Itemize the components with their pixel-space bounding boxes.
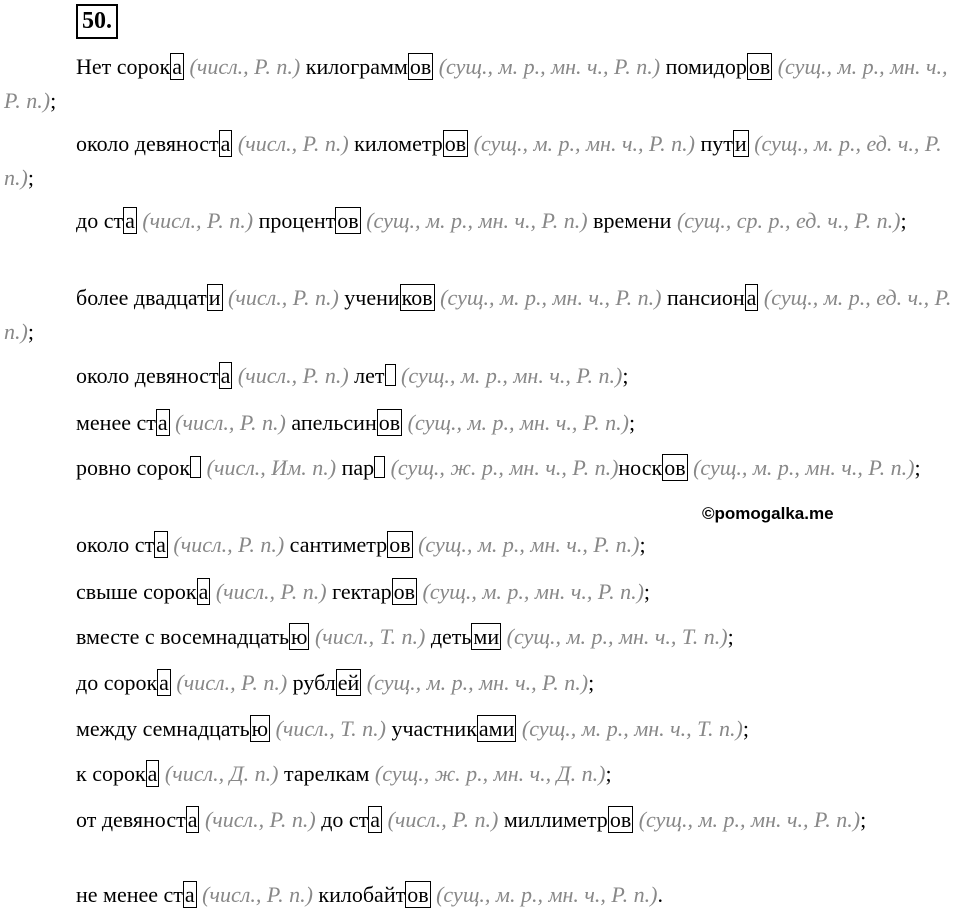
boxed-ending: ми [473, 624, 500, 649]
word-text: ; [742, 716, 749, 741]
grammar-note: (сущ., ж. р., мн. ч., Д. п.) [369, 761, 606, 786]
grammar-note: (сущ., м. р., мн. ч., Р. п.) [433, 54, 661, 79]
word-text: учени [338, 285, 400, 310]
grammar-note: (сущ., м. р., мн. ч., Т. п.) [516, 716, 743, 741]
boxed-ending: ов [378, 410, 401, 435]
word-text: к сорок [76, 761, 146, 786]
boxed-ending: ков [401, 285, 433, 310]
word-text: до ст [315, 807, 369, 832]
boxed-ending: а [156, 532, 166, 557]
entry-9 [4, 575, 958, 609]
word-text: времени [587, 208, 672, 233]
word-text: носк [618, 455, 663, 480]
grammar-note: (сущ., м. р., мн. ч., Р. п.) [430, 882, 658, 907]
boxed-ending: ю [291, 624, 308, 649]
word-text: лет [348, 363, 385, 388]
grammar-note: (числ., Р. п.) [232, 363, 349, 388]
grammar-note: (сущ., м. р., мн. ч., Р. п.) [468, 131, 696, 156]
boxed-ending: ов [389, 532, 411, 557]
grammar-note: (числ., Р. п.) [210, 579, 327, 604]
word-text: пар [336, 455, 375, 480]
grammar-note: (сущ., м. р., ед. ч., Р. п.) [4, 285, 952, 344]
boxed-ending: а [159, 670, 169, 695]
entry-2 [4, 127, 958, 195]
boxed-ending [190, 456, 201, 478]
entry-10 [4, 620, 958, 654]
grammar-note: (числ., Р. п.) [222, 285, 339, 310]
word-text: ; [860, 807, 867, 832]
boxed-ending: а [198, 579, 209, 604]
boxed-ending: а [746, 285, 757, 310]
grammar-note: (числ., Р. п.) [136, 208, 254, 233]
boxed-ending [374, 456, 385, 478]
word-text: участник [385, 716, 477, 741]
word-text: около девяност [76, 131, 219, 156]
grammar-note: (числ., Т. п.) [270, 716, 386, 741]
entry-13 [4, 757, 958, 791]
boxed-ending: ами [478, 716, 515, 741]
word-text: около ст [76, 532, 155, 557]
boxed-ending: а [187, 807, 198, 832]
word-text: пут [695, 131, 733, 156]
word-text: ; [629, 410, 636, 435]
grammar-note: (числ., Т. п.) [309, 624, 426, 649]
entry-5 [4, 359, 958, 393]
word-text: ; [639, 532, 646, 557]
word-text: около девяност [76, 363, 219, 388]
boxed-ending: а [220, 131, 231, 156]
word-text: Нет сорок [76, 54, 171, 79]
word-text: пансион [661, 285, 745, 310]
boxed-ending: а [157, 410, 168, 435]
boxed-ending: ов [337, 208, 359, 233]
boxed-ending: а [125, 208, 135, 233]
word-text: процент [253, 208, 336, 233]
grammar-note: (сущ., м. р., мн. ч., Р. п.) [395, 363, 623, 388]
word-text: ровно сорок [76, 455, 191, 480]
word-text: до ст [76, 208, 124, 233]
word-text: ; [27, 319, 34, 344]
grammar-note: (числ., Р. п.) [167, 532, 285, 557]
entry-7 [4, 451, 958, 485]
grammar-note: (сущ., м. р., мн. ч., Т. п.) [501, 624, 728, 649]
word-text: более двадцат [76, 285, 207, 310]
word-text: ; [727, 624, 734, 649]
grammar-note: (числ., Р. п.) [169, 410, 286, 435]
boxed-ending: ов [664, 455, 686, 480]
boxed-ending: ов [409, 54, 432, 79]
word-text: деть [425, 624, 472, 649]
grammar-note: (сущ., м. р., мн. ч., Р. п.) [434, 285, 662, 310]
grammar-note: (числ., Д. п.) [159, 761, 279, 786]
word-text: миллиметр [498, 807, 608, 832]
word-text: килобайт [312, 882, 406, 907]
boxed-ending: ю [251, 716, 269, 741]
entry-4 [4, 281, 958, 349]
word-text: гектар [326, 579, 392, 604]
word-text: тарелкам [278, 761, 370, 786]
boxed-ending: ей [337, 670, 360, 695]
word-text: ; [27, 165, 34, 190]
word-text: свыше сорок [76, 579, 197, 604]
entry-8 [4, 528, 958, 562]
entry-12 [4, 712, 958, 746]
word-text: ; [900, 208, 907, 233]
word-text: не менее ст [76, 882, 183, 907]
word-text: ; [588, 670, 595, 695]
word-text: апельсин [285, 410, 377, 435]
boxed-ending: а [370, 807, 381, 832]
grammar-note: (сущ., м. р., мн. ч., Р. п.) [412, 532, 640, 557]
word-text: от девяност [76, 807, 186, 832]
word-text: километр [348, 131, 443, 156]
word-text: килограмм [300, 54, 408, 79]
boxed-ending [385, 364, 396, 386]
grammar-note: (числ., Р. п.) [199, 807, 316, 832]
boxed-ending: ов [748, 54, 771, 79]
grammar-note: (сущ., м. р., мн. ч., Р. п.) [361, 670, 589, 695]
grammar-note: (числ., Р. п.) [382, 807, 499, 832]
boxed-ending: и [208, 285, 221, 310]
grammar-note: (числ., Р. п.) [184, 54, 301, 79]
word-text: сантиметр [284, 532, 388, 557]
grammar-note: (сущ., ж. р., мн. ч., Р. п.) [385, 455, 619, 480]
grammar-note: (сущ., ср. р., ед. ч., Р. п.) [671, 208, 901, 233]
word-text: ; [643, 579, 651, 604]
exercise-number: 50. [76, 4, 118, 39]
boxed-ending: ов [444, 131, 467, 156]
boxed-ending: ов [393, 579, 416, 604]
grammar-note: (сущ., м. р., мн. ч., Р. п.) [687, 455, 915, 480]
boxed-ending: и [734, 131, 747, 156]
entry-6 [4, 406, 958, 440]
word-text: до сорок [76, 670, 158, 695]
entry-15 [4, 878, 958, 912]
grammar-note: (сущ., м. р., ед. ч., Р. п.) [4, 131, 942, 190]
entry-14 [4, 803, 958, 837]
grammar-note: (числ., Р. п.) [170, 670, 288, 695]
grammar-note: (числ., Р. п.) [232, 131, 349, 156]
boxed-ending: ов [609, 807, 632, 832]
word-text: рубл [287, 670, 336, 695]
word-text: ; [622, 363, 629, 388]
entry-3 [4, 204, 958, 238]
grammar-note: (сущ., м. р., мн. ч., Р. п.) [633, 807, 861, 832]
boxed-ending: а [147, 761, 158, 786]
word-text: вместе с восемнадцать [76, 624, 290, 649]
boxed-ending: а [172, 54, 182, 79]
boxed-ending: а [184, 882, 195, 907]
word-text: ; [605, 761, 612, 786]
word-text: между семнадцать [76, 716, 250, 741]
word-text: менее ст [76, 410, 156, 435]
watermark-text: ©pomogalka.me [702, 504, 834, 523]
word-text: помидор [660, 54, 747, 79]
grammar-note: (числ., Им. п.) [201, 455, 337, 480]
grammar-note: (числ., Р. п.) [196, 882, 313, 907]
grammar-note: (сущ., м. р., мн. ч., Р. п.) [4, 54, 948, 113]
grammar-note: (сущ., м. р., мн. ч., Р. п.) [360, 208, 588, 233]
entry-11 [4, 666, 958, 700]
entry-1 [4, 50, 958, 118]
grammar-note: (сущ., м. р., мн. ч., Р. п.) [402, 410, 629, 435]
word-text: ; [50, 88, 57, 113]
boxed-ending: а [220, 363, 231, 388]
word-text: . [657, 882, 663, 907]
grammar-note: (сущ., м. р., мн. ч., Р. п.) [417, 579, 644, 604]
boxed-ending: ов [407, 882, 429, 907]
word-text: ; [914, 455, 921, 480]
